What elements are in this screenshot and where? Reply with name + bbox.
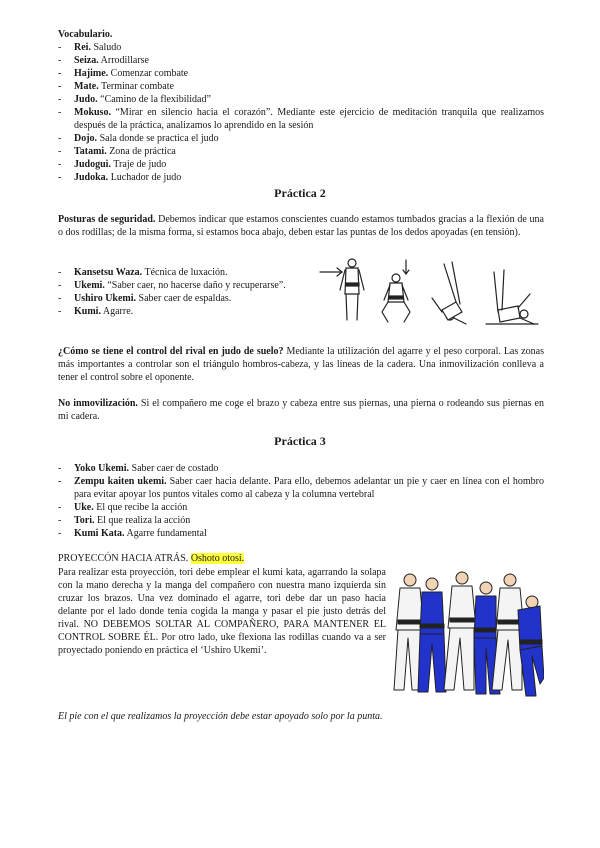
posturas-paragraph: Posturas de seguridad. Debemos indicar que estamos conscientes cuando estamos tumbados gracias a la flexión de una o dos rodillas; de la misma forma, si estamos boca abajo, deben estar las puntas de los dedos apoyadas (en tensión). [58,214,544,238]
control-paragraph: ¿Cómo se tiene el control del rival en judo de suelo? Mediante la utilización del agarre y el peso corporal. Las zonas más importantes a controlar son el triángulo hombros-cabeza, y las líneas de la cadera. Una inmovilización conlleva a tener el control sobre el oponente. [58,346,544,383]
vocab-item: - Judogui. Traje de judo [58,158,544,171]
vocab-item: - Hajime. Comenzar combate [58,67,544,80]
practica-3-item: - Zempu kaiten ukemi. Saber caer hacia delante. Para ello, debemos adelantar un pie y caer en línea con el hombro para evitar apoyar los puntos vitales como al cabeza y la columna vertebral [58,475,544,501]
vocab-item: - Mokuso. “Mirar en silencio hacia el corazón”. Mediante este ejercicio de meditación tranquila que realizamos después de la práctica, analizamos lo aprendido en la sesión [58,106,544,132]
practica-2-item: - Ushiro Ukemi. Saber caer de espaldas. [58,292,308,305]
proyeccion-title: PROYECCÓN HACIA ATRÁS. Oshoto otosi. [58,553,245,564]
vocab-item: - Rei. Saludo [58,41,544,54]
vocab-item: - Tatami. Zona de práctica [58,145,544,158]
vocab-title: Vocabulario. [58,29,113,40]
practica-2-item: - Ukemi. “Saber caer, no hacerse daño y recuperarse”. [58,279,308,292]
vocab-list [58,41,544,184]
no-inmovilizacion-paragraph: No inmovilización. Si el compañero me coge el brazo y cabeza entre sus piernas, una pierna o rodeando sus piernas en mi cadera. [58,398,544,422]
practica-2-item: - Kumi. Agarre. [58,305,308,318]
proyeccion-paragraph: Para realizar esta proyección, tori debe emplear el kumi kata, agarrando la solapa con la mano derecha y la manga del compañero con nuestra mano izquierda sin cruzar los brazos. Una vez dominado el agarre, tori debe dar un paso hacia delante por el lado donde tenía cogida la manga y pasar el pie justo detrás del rival. NO DEBEMOS SOLTAR AL COMPAÑERO, PARA MANTENER EL CONTROL SOBRE ÉL. Por otro lado, uke flexiona las rodillas cuando va a ser proyectado poniendo en práctica el ‘Ushiro Ukemi’. [58,567,386,656]
practica-2-list [58,266,308,318]
vocab-item: - Seiza. Arrodillarse [58,54,544,67]
practica-3-item: - Yoko Ukemi. Saber caer de costado [58,462,544,475]
practica-3-item: - Tori. El que realiza la acción [58,514,544,527]
practica-3-list [58,462,544,540]
vocab-item: - Judoka. Luchador de judo [58,171,544,184]
practica-3-item: - Uke. El que recibe la acción [58,501,544,514]
practica-2-item: - Kansetsu Waza. Técnica de luxación. [58,266,308,279]
vocab-item: - Dojo. Sala donde se practica el judo [58,132,544,145]
throw-illustration [392,566,544,706]
practica-3-heading: Práctica 3 [274,434,326,448]
vocab-item: - Mate. Terminar combate [58,80,544,93]
italic-note: El pie con el que realizamos la proyección debe estar apoyado solo por la punta. [58,711,383,722]
practica-2-heading: Práctica 2 [274,186,326,200]
practica-3-item: - Kumi Kata. Agarre fundamental [58,527,544,540]
uke-sequence-illustration [318,254,540,328]
vocab-item: - Judo. “Camino de la flexibilidad” [58,93,544,106]
